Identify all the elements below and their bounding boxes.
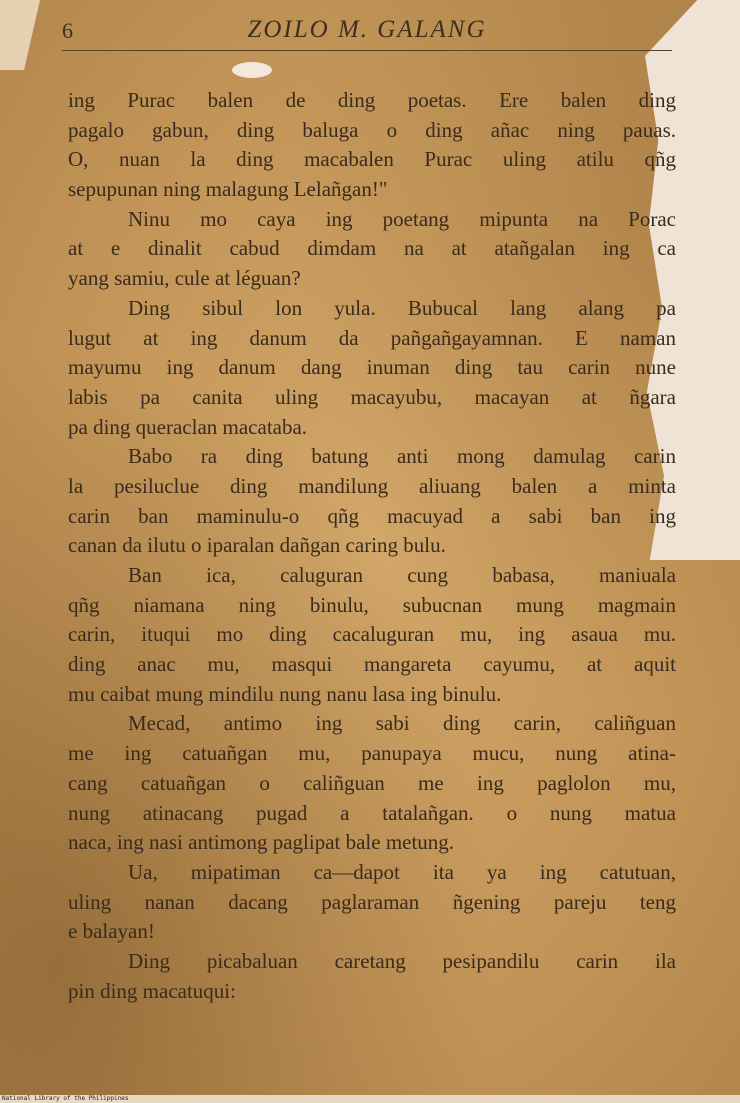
text-line: lugut at ing danum da pañgañgayamnan. E naman [68, 325, 676, 350]
text-line: Ninu mo caya ing poetang mipunta na Porac [128, 206, 676, 231]
text-line: Mecad, antimo ing sabi ding carin, caliñguan [128, 711, 676, 736]
body-text [68, 86, 676, 1006]
text-line: naca, ing nasi antimong paglipat bale metung. [68, 830, 455, 855]
text-line: labis pa canita uling macayubu, macayan at ñgara [68, 384, 676, 409]
text-line: qñg niamana ning binulu, subucnan mung magmain [68, 592, 676, 617]
text-line: ding anac mu, masqui mangareta cayumu, at aquit [68, 652, 676, 677]
text-line: Babo ra ding batung anti mong damulag carin [128, 444, 676, 469]
text-line: yang samiu, cule at léguan? [68, 266, 301, 291]
text-line: mayumu ing danum dang inuman ding tau carin nune [68, 355, 676, 380]
text-line: Ding sibul lon yula. Bubucal lang alang pa [128, 295, 676, 320]
paper-hole [232, 62, 272, 78]
text-line: la pesiluclue ding mandilung aliuang balen a minta [68, 473, 676, 498]
text-line: Ban ica, caluguran cung babasa, maniuala [128, 563, 676, 587]
running-head: ZOILO M. GALANG [247, 16, 487, 43]
footer-credit: National Library of the Philippines [2, 1095, 129, 1102]
text-line: Ding picabaluan caretang pesipandilu carin ila [128, 948, 676, 973]
page-header [62, 14, 672, 51]
text-line: uling nanan dacang paglaraman ñgening pareju teng [68, 889, 676, 914]
text-line: pagalo gabun, ding baluga o ding añac ning pauas. [68, 117, 676, 142]
text-line: cang catuañgan o caliñguan me ing paglolon mu, [68, 770, 676, 795]
text-line: carin, ituqui mo ding cacaluguran mu, ing asaua mu. [68, 622, 676, 647]
text-line: pa ding queraclan macataba. [68, 414, 308, 439]
text-line: carin ban maminulu-o qñg macuyad a sabi ban ing [68, 503, 676, 528]
text-line: me ing catuañgan mu, panupaya mucu, nung atina- [68, 741, 676, 766]
text-line: e balayan! [68, 919, 155, 944]
text-line: canan da ilutu o iparalan dañgan caring bulu. [68, 533, 446, 558]
text-line: sepupunan ning malagung Lelañgan!" [68, 177, 388, 202]
text-line: nung atinacang pugad a tatalañgan. o nung matua [68, 800, 676, 825]
text-line: at e dinalit cabud dimdam na at atañgalan ing ca [68, 236, 676, 261]
text-line: ing Purac balen de ding poetas. Ere balen ding [68, 88, 676, 112]
text-line: O, nuan la ding macabalen Purac uling atilu qñg [68, 147, 676, 172]
torn-corner [0, 0, 40, 70]
text-line: Ua, mipatiman ca—dapot ita ya ing catutuan, [128, 859, 676, 884]
text-line: pin ding macatuqui: [68, 978, 236, 1003]
page-number: 6 [62, 18, 73, 43]
text-line: mu caibat mung mindilu nung nanu lasa ing binulu. [68, 681, 502, 706]
